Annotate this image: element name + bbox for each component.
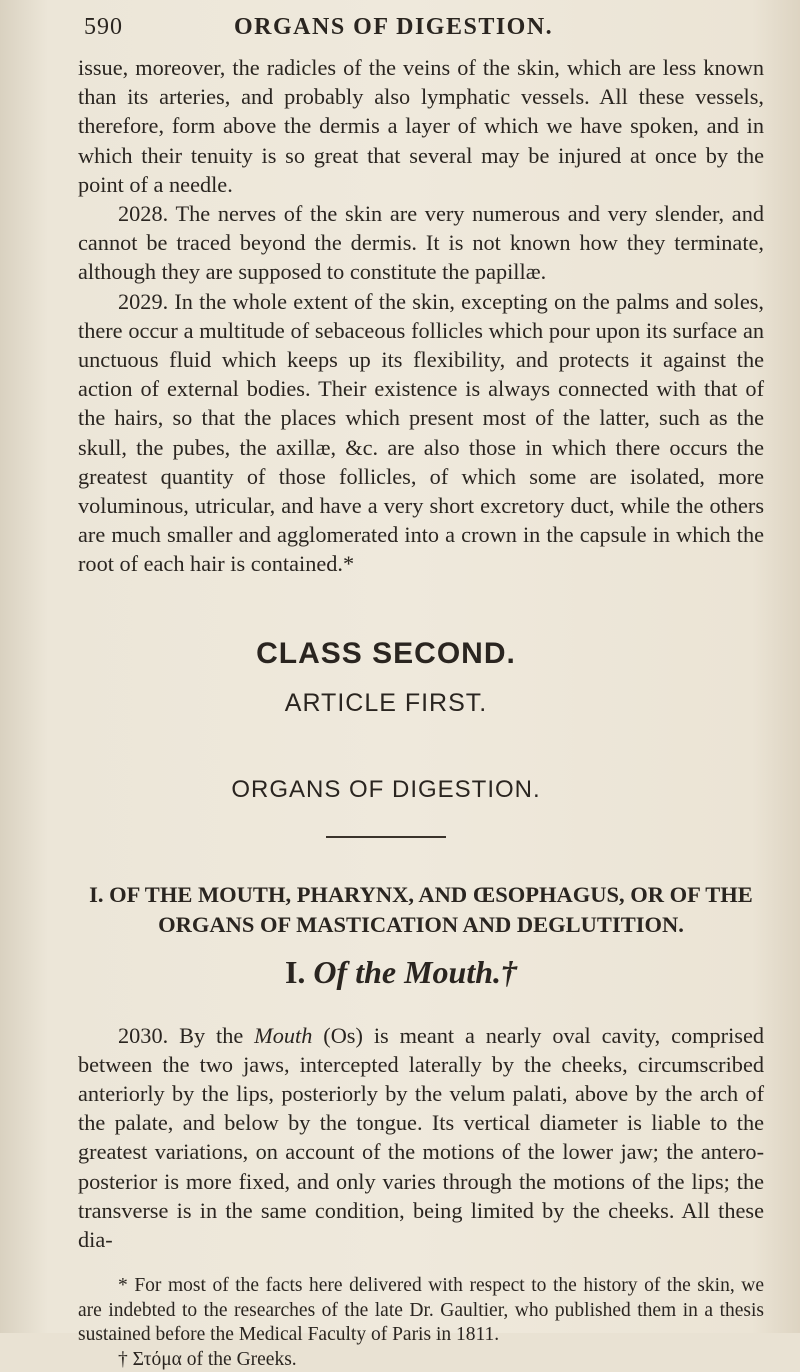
body-text-2030 [78,1021,764,1255]
running-header [78,14,764,41]
subsection-title: Of the Mouth.† [313,953,518,990]
italic-term: Mouth [254,1022,313,1048]
term-abbreviation: (Os) [323,1022,363,1048]
paragraph-2030 [78,1021,764,1255]
article-heading: ARTICLE FIRST. [284,688,488,717]
section-heading: I. OF THE MOUTH, PHARYNX, AND ŒSOPHAGUS, OR OF THE ORGANS OF MASTICATION AND DEGLUTITION. [89,881,753,937]
body-text [78,53,764,579]
paragraph-2029: 2029. In the whole extent of the skin, excepting on the palms and soles, there occur a multitude of sebaceous follicles which pour upon its surface an unctuous fluid which keeps up its flexibility, and protects it against the action of external bodies. Their existence is always connected with that of the hairs, so that the places which present most of the latter, such as the skull, the pubes, the axillæ, &c. are also those in which there occurs the greatest quantity of those follicles, of which some are isolated, more voluminous, utricular, and have a very short excretory duct, while the others are much smaller and agglomerated into a crown in the capsule in which the root of each hair is contained.* [78,288,764,577]
page-number: 590 [84,14,123,40]
paragraph-lead: By the [179,1022,244,1048]
footnote-skin: * For most of the facts here delivered with respect to the history of the skin, we are indebted to the researches of the late Dr. Gaultier, who published them in a thesis sustained before the Medical Faculty of Paris in 1811. [78,1275,764,1346]
heading-rule [326,836,446,838]
subsection-heading [78,954,764,991]
paragraph-number: 2030. [118,1022,169,1048]
subsection-number: I. [284,953,306,990]
paragraph-2028: 2028. The nerves of the skin are very numerous and very slender, and cannot be traced beyond the dermis. It is not known how they terminate, although they are supposed to constitute the papillæ. [78,201,764,285]
footnote-greek: † Στόμα of the Greeks. [118,1348,297,1370]
paragraph-continuation: issue, moreover, the radicles of the veins of the skin, which are less known than its arteries, and probably also lymphatic vessels. All these vessels, therefore, form above the dermis a layer of which we have spoken, and in which their tenuity is so great that several may be injured at once by the point of a needle. [78,55,764,197]
paragraph-text: is meant a nearly oval cavity, comprised between the two jaws, intercepted laterally by the cheeks, circumscribed anteriorly by the lips, posteriorly by the velum palati, above by the arch of the palate, and below by the tongue. Its vertical diameter is liable to the greatest variations, on account of the motions of the lower jaw; the antero-posterior is more fixed, and only varies through the motions of the lips; the transverse is in the same condition, being limited by the cheeks. All these dia- [78,1022,765,1253]
running-title: ORGANS OF DIGESTION. [234,14,554,40]
class-heading: CLASS SECOND. [256,636,516,670]
chapter-heading [78,637,764,838]
organs-heading: ORGANS OF DIGESTION. [231,775,541,803]
footnotes [78,1274,764,1372]
